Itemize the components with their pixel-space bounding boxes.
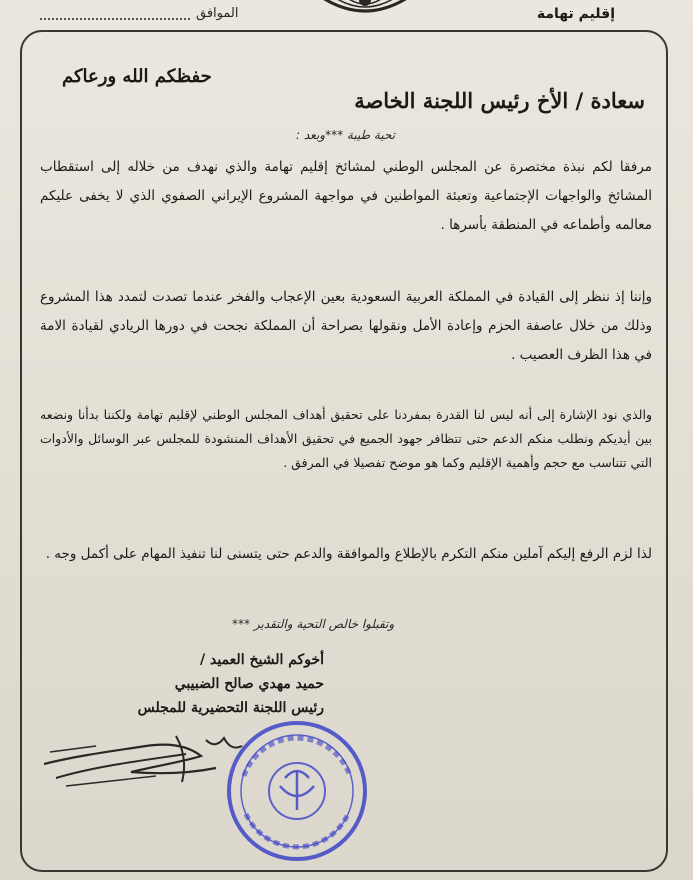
signer-title: أخوكم الشيخ العميد / bbox=[200, 652, 324, 668]
closing-line: وتقبلوا خالص التحية والتقدير *** bbox=[232, 617, 395, 631]
body-paragraph: مرفقا لكم نبذة مختصرة عن المجلس الوطني لمشائخ إقليم تهامة والذي نهدف من خلاله إلى استقطاب المشائخ والواجهات الإجتماعية وتعبئة المواطنين في مواجهة المشروع الإيراني الصفوي الذي لا يخفى عليكم معالمه وأطماعه في المنطقة بأسرها . bbox=[40, 159, 652, 233]
signer-position: رئيس اللجنة التحضيرية للمجلس bbox=[137, 700, 324, 716]
republic-emblem-icon bbox=[290, 0, 440, 28]
official-stamp-icon bbox=[222, 716, 372, 866]
addressee-line: سعادة / الأخ رئيس اللجنة الخاصة bbox=[354, 88, 645, 113]
salutation-line: تحية طيبة ***وبعد : bbox=[296, 128, 396, 142]
date-dotted-line bbox=[40, 18, 190, 20]
body-paragraph: والذي نود الإشارة إلى أنه ليس لنا القدرة بمفردنا على تحقيق أهداف المجلس الوطني لإقليم تهامة ولكننا بدأنا ونضعه بين أيديكم ونطلب منكم الدعم حتى تتظافر جهود الجميع في تحقيق الأهداف المنشودة للمجلس عبر الوسائل والأدوات التي تتناسب مع حجم وأهمية الإقليم وكما هو موضح تفصيلا في المرفق . bbox=[40, 407, 652, 470]
signer-name: حميد مهدي صالح الضبيبي bbox=[174, 676, 324, 692]
signature-block bbox=[64, 648, 324, 720]
greeting-line: حفظكم الله ورعاكم bbox=[62, 66, 212, 87]
body-paragraph: وإننا إذ ننظر إلى القيادة في المملكة العربية السعودية بعين الإعجاب والفخر عندما تصدت لتمدد هذا المشروع وذلك من خلال عاصفة الحزم وإعادة الأمل ونقولها بصراحة أن المملكة نجحت في دورها الريادي لقيادة الامة في هذا الظرف العصيب . bbox=[40, 289, 652, 363]
body-paragraph: لذا لزم الرفع إليكم آملين منكم التكرم بالإطلاع والموافقة والدعم حتى يتسنى لنا تنفيذ المهام على أكمل وجه . bbox=[45, 546, 652, 562]
region-name: إقليم تهامة bbox=[536, 6, 615, 22]
letterhead-strip bbox=[0, 0, 693, 32]
approved-date-label: الموافق bbox=[196, 6, 239, 21]
